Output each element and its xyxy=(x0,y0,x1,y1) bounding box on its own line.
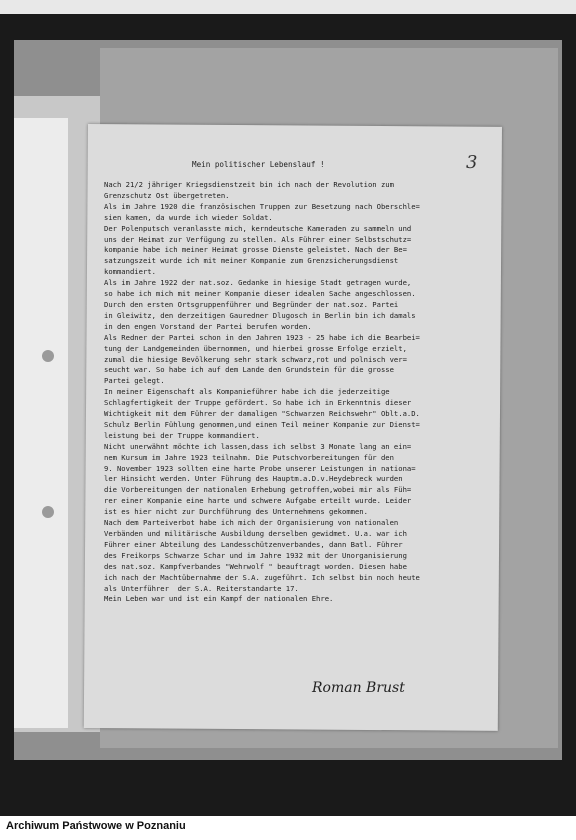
text-line: in Gleiwitz, den derzeitigen Gauredner Dlugosch in Berlin bin ich damals xyxy=(104,310,416,320)
text-line: nem Kursum im Jahre 1923 teilnahm. Die Putschvorbereitungen für den xyxy=(104,452,394,462)
text-line: Verbänden und militärische Ausbildung derselben gewidmet. U.a. war ich xyxy=(104,529,407,538)
text-line: so habe ich mich mit meiner Kompanie dieser idealen Sache angeschlossen. xyxy=(104,289,416,299)
text-line: Wichtigkeit mit dem Führer der damaligen "Schwarzen Reichswehr" Oblt.a.D. xyxy=(104,409,420,419)
text-line: Der Polenputsch veranlasste mich, kerndeutsche Kameraden zu sammeln und xyxy=(104,223,412,233)
text-line: Als Redner der Partei schon in den Jahren 1923 - 25 habe ich die Bearbei= xyxy=(104,332,420,342)
text-line: ist es hier nicht zur Durchführung des Unternehmens gekommen. xyxy=(104,507,368,517)
document-body xyxy=(104,180,504,605)
footer-bar xyxy=(0,816,576,840)
text-line: ler Hinsicht werden. Unter Führung des Hauptm.a.D.v.Heydebreck wurden xyxy=(104,474,403,484)
text-line: als Unterführer der S.A. Reiterstandarte 17. xyxy=(104,583,299,593)
text-line: Grenzschutz Ost übergetreten. xyxy=(104,190,230,200)
text-line: zumal die hiesige Bevölkerung sehr stark schwarz,rot und polnisch ver= xyxy=(104,354,407,364)
text-line: Mein Leben war und ist ein Kampf der nationalen Ehre. xyxy=(104,594,334,604)
handwritten-signature: Roman Brust xyxy=(312,680,405,696)
text-line: kommandiert. xyxy=(104,267,156,277)
text-line: Als im Jahre 1920 die französischen Truppen zur Besetzung nach Oberschle= xyxy=(104,201,420,211)
text-line: uns der Heimat zur Verfügung zu stellen. Als Führer einer Selbstschutz= xyxy=(104,234,412,244)
text-line: 9. November 1923 sollten eine harte Probe unserer Leistungen in nationa= xyxy=(104,463,416,473)
text-line: Durch den ersten Ortsgruppenführer und Begründer der nat.soz. Partei xyxy=(104,299,399,309)
text-line: leistung bei der Truppe kommandiert. xyxy=(104,430,260,440)
text-line: Nach 21/2 jähriger Kriegsdienstzeit bin ich nach der Revolution zum xyxy=(104,180,394,189)
text-line: ich nach der Machtübernahme der S.A. zugeführt. Ich selbst bin noch heute xyxy=(104,572,420,582)
text-line: des Freikorps Schwarze Schar und im Jahre 1932 mit der Unorganisierung xyxy=(104,550,407,560)
text-line: Als im Jahre 1922 der nat.soz. Gedanke in hiesige Stadt getragen wurde, xyxy=(104,278,412,288)
text-line: kompanie habe ich meiner Heimat grosse Dienste geleistet. Nach der Be= xyxy=(104,245,407,255)
text-line: seucht war. So habe ich auf dem Lande den Grundstein für die grosse xyxy=(104,365,394,375)
text-line: Nicht unerwähnt möchte ich lassen,dass ich selbst 3 Monate lang an ein= xyxy=(104,441,412,451)
scan-top-strip xyxy=(0,0,576,14)
text-line: Führer einer Abteilung des Landesschützenverbandes, dann Batl. Führer xyxy=(104,539,403,549)
archive-name: Archiwum Państwowe w Poznaniu xyxy=(6,820,186,832)
punch-hole xyxy=(42,350,54,362)
text-line: sien kamen, da wurde ich wieder Soldat. xyxy=(104,212,273,222)
handwritten-page-number: 3 xyxy=(466,152,478,173)
document-title: Mein politischer Lebenslauf ! xyxy=(192,160,325,169)
text-line: die Vorbereitungen der nationalen Erhebung getroffen,wobei mir als Füh= xyxy=(104,485,412,495)
text-line: In meiner Eigenschaft als Kompanieführer habe ich die jederzeitige xyxy=(104,387,390,397)
text-line: rer einer Kompanie eine harte und schwere Aufgabe erteilt wurde. Leider xyxy=(104,496,412,506)
text-line: tung der Landgemeinden übernommen, und hierbei grosse Erfolge erzielt, xyxy=(104,343,407,353)
text-line: Partei gelegt. xyxy=(104,376,165,386)
text-line: satzungszeit wurde ich mit meiner Kompanie zum Grenzsicherungsdienst xyxy=(104,256,399,266)
text-line: Nach dem Parteiverbot habe ich mich der Organisierung von nationalen xyxy=(104,518,399,528)
left-folder-sheet-edge xyxy=(14,118,68,728)
punch-hole xyxy=(42,506,54,518)
text-line: in den engen Vorstand der Partei berufen worden. xyxy=(104,321,312,331)
text-line: Schulz Berlin Fühlung genommen,und einen Teil meiner Kompanie zur Dienst= xyxy=(104,419,420,429)
text-line: des nat.soz. Kampfverbandes "Wehrwolf " beauftragt worden. Diesen habe xyxy=(104,561,407,571)
text-line: Schlagfertigkeit der Truppe gefördert. So habe ich in Erkenntnis dieser xyxy=(104,398,412,408)
